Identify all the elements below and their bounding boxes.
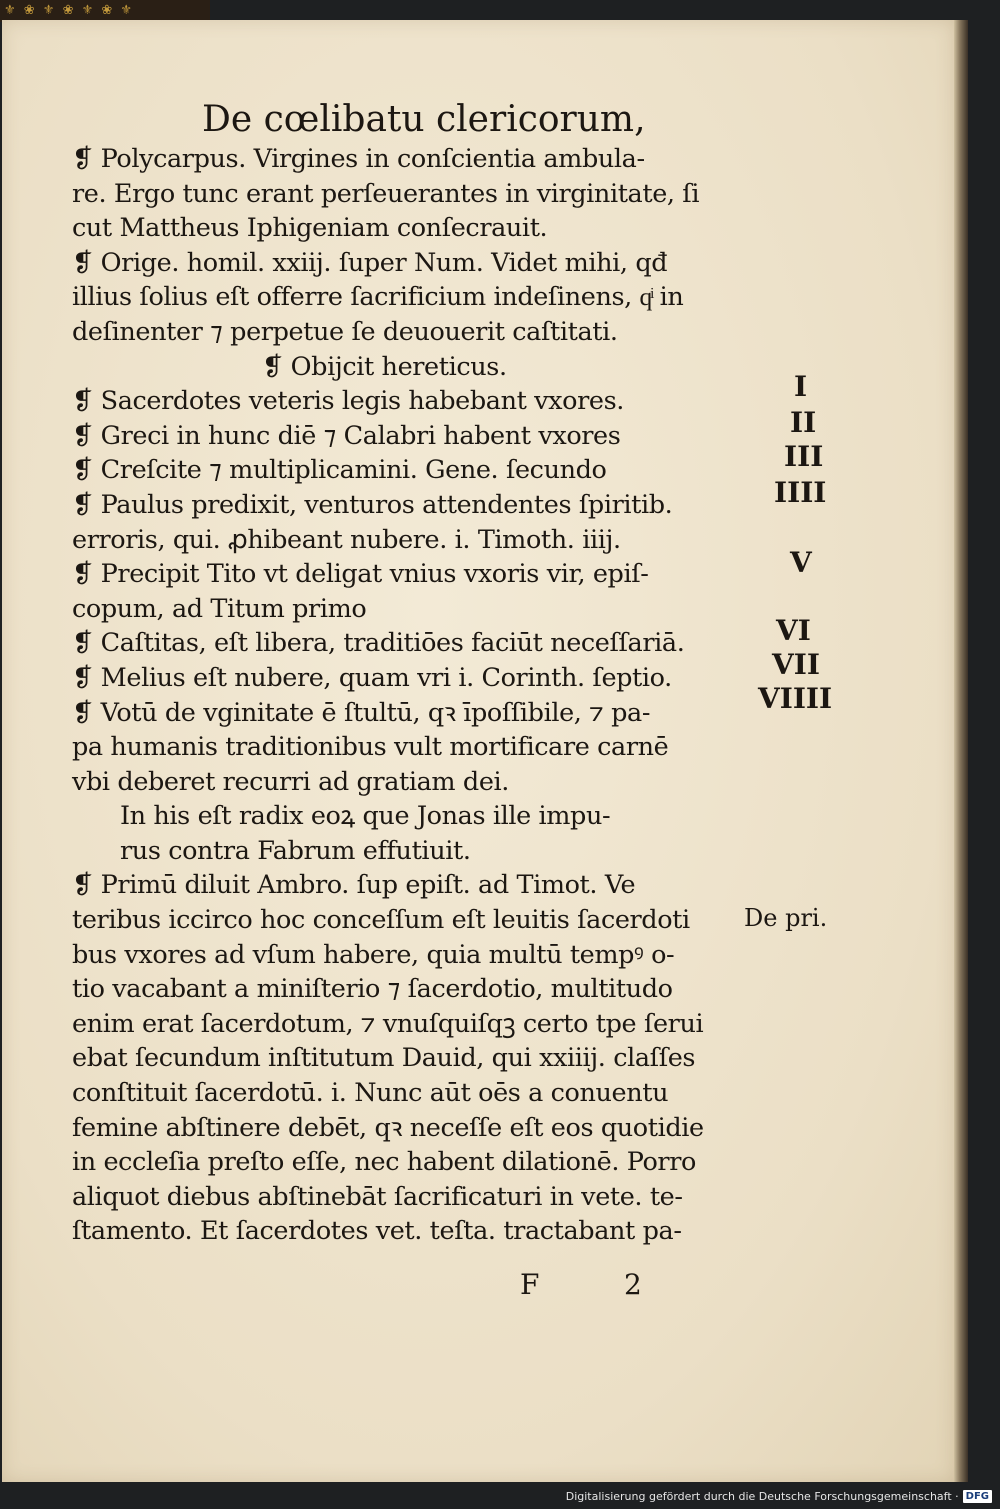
margin-numeral: VII	[772, 648, 820, 681]
ornament-border: ⚜ ❀ ⚜ ❀ ⚜ ❀ ⚜	[4, 3, 135, 18]
text-line: ❡ Orige. homil. xxiij. ſuper Num. Videt mihi, qđ	[72, 247, 668, 278]
footer-text: Digitalisierung gefördert durch die Deutsche Forschungsgemeinschaft ·	[565, 1490, 959, 1503]
book-page	[2, 20, 954, 1482]
margin-numeral: I	[794, 370, 808, 403]
footer-credit	[566, 1490, 992, 1503]
text-line: teribus iccirco hoc conceſſum eſt leuitis ſacerdoti	[72, 905, 690, 936]
margin-numeral: VIIII	[758, 682, 833, 715]
text-line: ❡ Polycarpus. Virgines in conſcientia ambula-	[72, 144, 645, 174]
margin-numeral: V	[790, 546, 812, 579]
text-line: tio vacabant a miniſterio ⁊ ſacerdotio, multitudo	[72, 974, 673, 1005]
text-line: ſtamento. Et ſacerdotes vet. teſta. tractabant pa-	[72, 1216, 682, 1247]
text-line: ❡ Creſcite ⁊ multiplicamini. Gene. ſecundo	[72, 455, 607, 486]
margin-numeral: IIII	[774, 476, 827, 509]
text-line: pa humanis traditionibus vult mortificare carnē	[72, 732, 669, 763]
margin-numeral: III	[784, 440, 824, 473]
text-line: ❡ Votū de vginitate ē ſtultū, qꝛ īpoſſibile, ⁊ pa-	[72, 697, 651, 728]
margin-numerals	[742, 20, 862, 1482]
text-line: ebat ſecundum inſtitutum Dauid, qui xxiiij. claſſes	[72, 1043, 696, 1074]
text-line: vbi deberet recurri ad gratiam dei.	[72, 766, 509, 797]
text-line: aliquot diebus abſtinebāt ſacrificaturi in vete. te-	[72, 1181, 683, 1212]
text-line: copum, ad Titum primo	[72, 593, 367, 624]
text-line: ❡ Paulus predixit, venturos attendentes ſpiritib.	[72, 489, 673, 520]
signature-mark: F	[520, 1268, 540, 1301]
text-line: erroris, qui. ꝓhibeant nubere. i. Timoth. iiij.	[72, 524, 621, 555]
text-line: ❡ Sacerdotes veteris legis habebant vxores.	[72, 386, 624, 417]
text-line: enim erat ſacerdotum, ⁊ vnuſquiſqꝫ certo tpe ſerui	[72, 1008, 704, 1039]
section-heading: ❡ Obijcit hereticus.	[262, 351, 507, 382]
margin-numeral: II	[790, 406, 817, 439]
text-line: ❡ Melius eſt nubere, quam vri i. Corinth. ſeptio.	[72, 662, 672, 693]
text-line: re. Ergo tunc erant perſeuerantes in virginitate, ſi	[72, 178, 700, 209]
text-block	[72, 142, 762, 1249]
page-edge	[954, 20, 968, 1482]
text-line: illius ſolius eſt offerre ſacrificium indeſinens, qͥ in	[72, 282, 684, 313]
page-heading: De cœlibatu clericorum,	[202, 99, 646, 140]
signature-number: 2	[624, 1268, 642, 1301]
text-line: in eccleſia preſto eſſe, nec habent dilationē. Porro	[72, 1147, 696, 1178]
text-line: cut Mattheus Iphigeniam conſecrauit.	[72, 213, 548, 244]
dfg-logo-icon: DFG	[963, 1490, 992, 1503]
top-binding-edge	[0, 0, 210, 22]
text-line: ❡ Caſtitas, eſt libera, traditiōes faciūt neceſſariā.	[72, 628, 685, 659]
text-line: ❡ Precipit Tito vt deligat vnius vxoris vir, epiſ-	[72, 559, 649, 590]
text-column	[72, 98, 762, 1249]
section-heading: rus contra Fabrum effutiuit.	[120, 835, 471, 866]
margin-numeral: VI	[776, 614, 811, 647]
text-line: deſinenter ⁊ perpetue ſe deuouerit caſtitati.	[72, 316, 618, 347]
section-heading: In his eſt radix eoꝝ que Jonas ille impu-	[120, 801, 611, 832]
text-line: conſtituit ſacerdotū. i. Nunc aūt oēs a conuentu	[72, 1078, 669, 1109]
text-line: femine abſtinere debēt, qꝛ neceſſe eſt eos quotidie	[72, 1112, 704, 1143]
text-line: ❡ Greci in hunc diē ⁊ Calabri habent vxores	[72, 420, 621, 451]
text-line: ❡ Primū diluit Ambro. ſup epiſt. ad Timot. Ve	[72, 870, 636, 901]
margin-note: De pri.	[744, 904, 828, 932]
text-line: bus vxores ad vſum habere, quia multū tempꝰ o-	[72, 939, 675, 970]
